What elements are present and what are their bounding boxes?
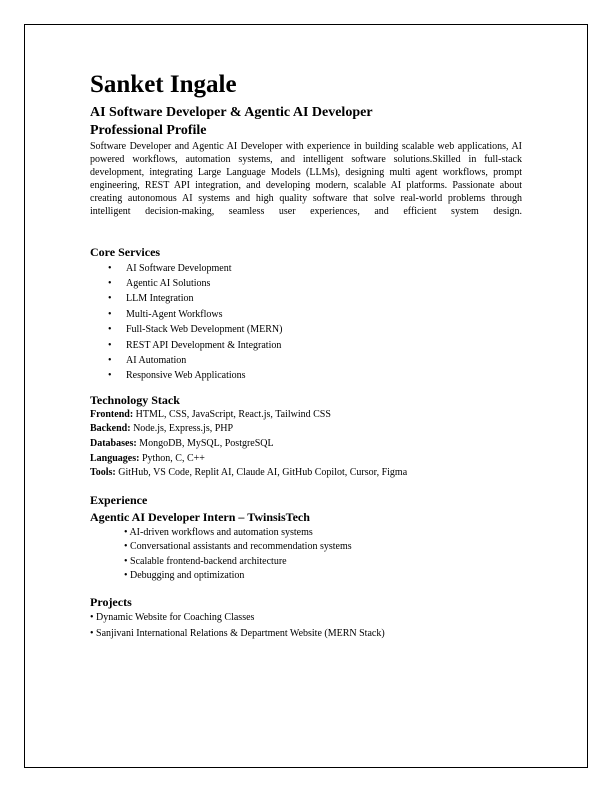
experience-item: • Conversational assistants and recommendation systems — [124, 541, 352, 553]
tech-row-tools: Tools: GitHub, VS Code, Replit AI, Claude AI, GitHub Copilot, Cursor, Figma — [90, 467, 408, 479]
projects-heading: Projects — [90, 595, 132, 610]
profile-heading: Professional Profile — [90, 123, 207, 138]
bullet-icon: • — [108, 339, 112, 351]
bullet-icon: • — [108, 355, 112, 366]
resume-name: Sanket Ingale — [90, 71, 237, 98]
service-item: • REST API Development & Integration — [90, 338, 522, 353]
service-item: • LLM Integration — [90, 291, 522, 306]
bullet-icon: • — [108, 370, 112, 382]
service-item: • AI Software Development — [90, 261, 522, 276]
experience-list — [124, 526, 522, 584]
project-item: • Dynamic Website for Coaching Classes — [90, 612, 255, 624]
service-item: • Full-Stack Web Development (MERN) — [90, 322, 522, 337]
tech-row-frontend: Frontend: HTML, CSS, JavaScript, React.js, Tailwind CSS — [90, 408, 331, 420]
service-item: • AI Automation — [90, 353, 522, 368]
experience-item: • Debugging and optimization — [124, 570, 245, 581]
bullet-icon: • — [108, 324, 112, 336]
service-item: • Multi-Agent Workflows — [90, 307, 522, 322]
core-services-heading: Core Services — [90, 244, 161, 259]
tech-row-languages: Languages: Python, C, C++ — [90, 452, 205, 464]
tech-row-backend: Backend: Node.js, Express.js, PHP — [90, 423, 234, 435]
tech-row-databases: Databases: MongoDB, MySQL, PostgreSQL — [90, 438, 274, 449]
bullet-icon: • — [108, 308, 112, 320]
experience-heading: Experience — [90, 492, 148, 507]
service-item: • Agentic AI Solutions — [90, 276, 522, 291]
bullet-icon: • — [108, 262, 112, 274]
experience-item: • AI-driven workflows and automation systems — [124, 526, 313, 538]
profile-summary: Software Developer and Agentic AI Developer with experience in building scalable web applications, AI powered workflows, automation systems, and intelligent software solutions.Skilled in full-stack development, integrating Large Language Models (LLMs), designing multi agent workflows, prompt engineering, REST API integration, and developing modern, scalable AI platforms. Passionate about creating autonomous AI systems and high quality software that solve real-world problems through intelligent decision-making, seamless user experiences, and efficient system design. — [90, 141, 522, 218]
tech-stack-heading: Technology Stack — [90, 392, 180, 407]
bullet-icon: • — [108, 293, 112, 305]
resume-content — [90, 70, 522, 641]
bullet-icon: • — [108, 277, 112, 289]
core-services-list — [90, 261, 522, 384]
experience-role: Agentic AI Developer Intern – TwinsisTech — [90, 509, 310, 524]
resume-title: AI Software Developer & Agentic AI Developer — [90, 105, 373, 120]
experience-item: • Scalable frontend-backend architecture — [124, 555, 287, 567]
project-item: • Sanjivani International Relations & Department Website (MERN Stack) — [90, 627, 385, 639]
service-item: • Responsive Web Applications — [90, 368, 522, 383]
